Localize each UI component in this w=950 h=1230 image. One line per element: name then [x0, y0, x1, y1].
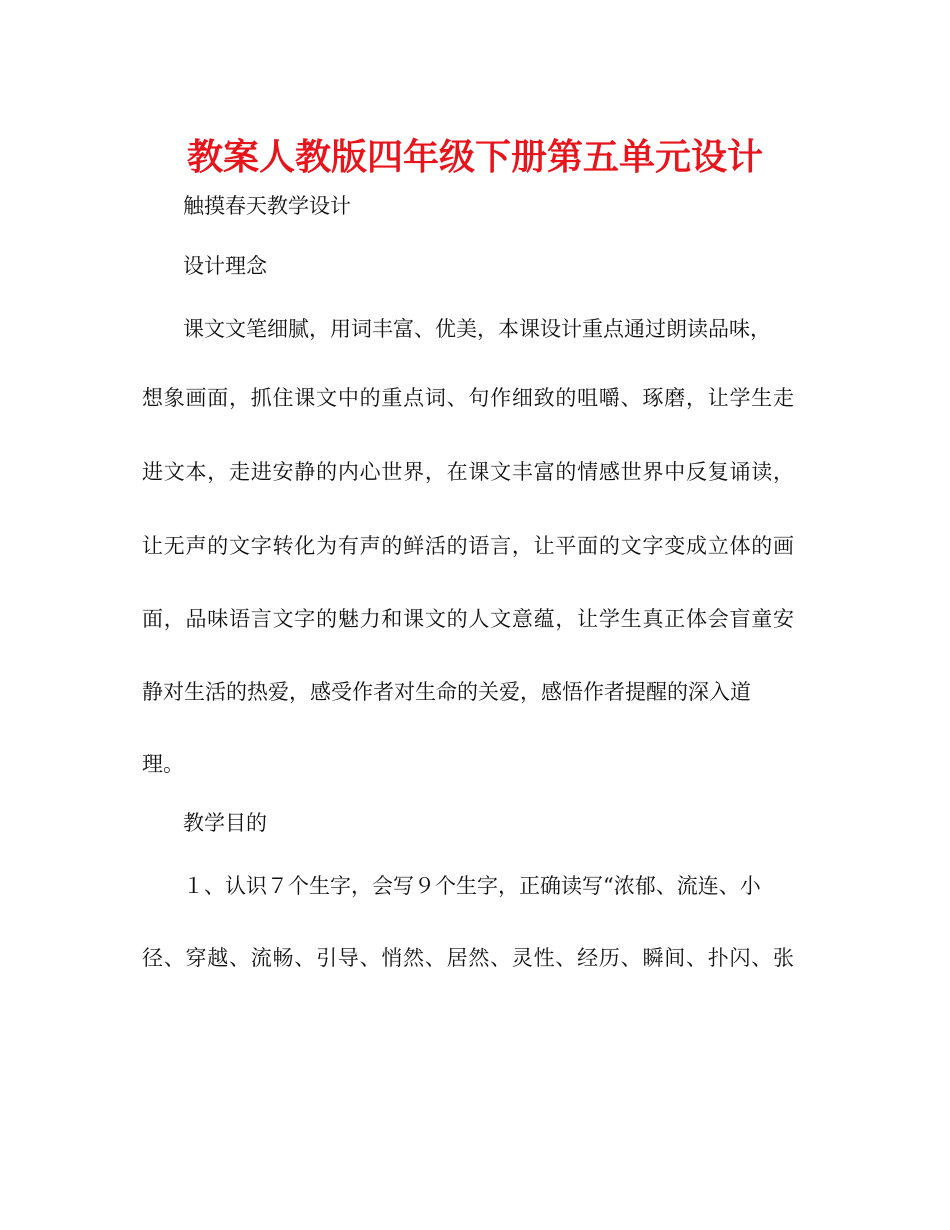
paragraph-line: 理。: [142, 752, 184, 776]
heading-design-concept: 设计理念: [183, 254, 267, 278]
paragraph-line: 想象画面，抓住课文中的重点词、句作细致的咀嚼、琢磨，让学生走: [142, 386, 794, 410]
document-title: 教案人教版四年级下册第五单元设计: [186, 137, 763, 178]
paragraph-line: 面，品味语言文字的魅力和课文的人文意蕴，让学生真正体会盲童安: [142, 607, 794, 631]
paragraph-line: 让无声的文字转化为有声的鲜活的语言，让平面的文字变成立体的画: [142, 534, 794, 558]
goal-item-line: １、认识７个生字，会写９个生字，正确读写“浓郁、流连、小: [183, 874, 761, 898]
goal-item-line: 径、穿越、流畅、引导、悄然、居然、灵性、经历、瞬间、扑闪、张: [142, 946, 794, 970]
subtitle-lesson-design: 触摸春天教学设计: [183, 194, 351, 218]
paragraph-line: 进文本，走进安静的内心世界，在课文丰富的情感世界中反复诵读，: [142, 460, 794, 484]
paragraph-line: 课文文笔细腻，用词丰富、优美，本课设计重点通过朗读品味，: [183, 317, 771, 341]
paragraph-line: 静对生活的热爱，感受作者对生命的关爱，感悟作者提醒的深入道: [142, 680, 751, 704]
heading-teaching-goals: 教学目的: [183, 811, 267, 835]
